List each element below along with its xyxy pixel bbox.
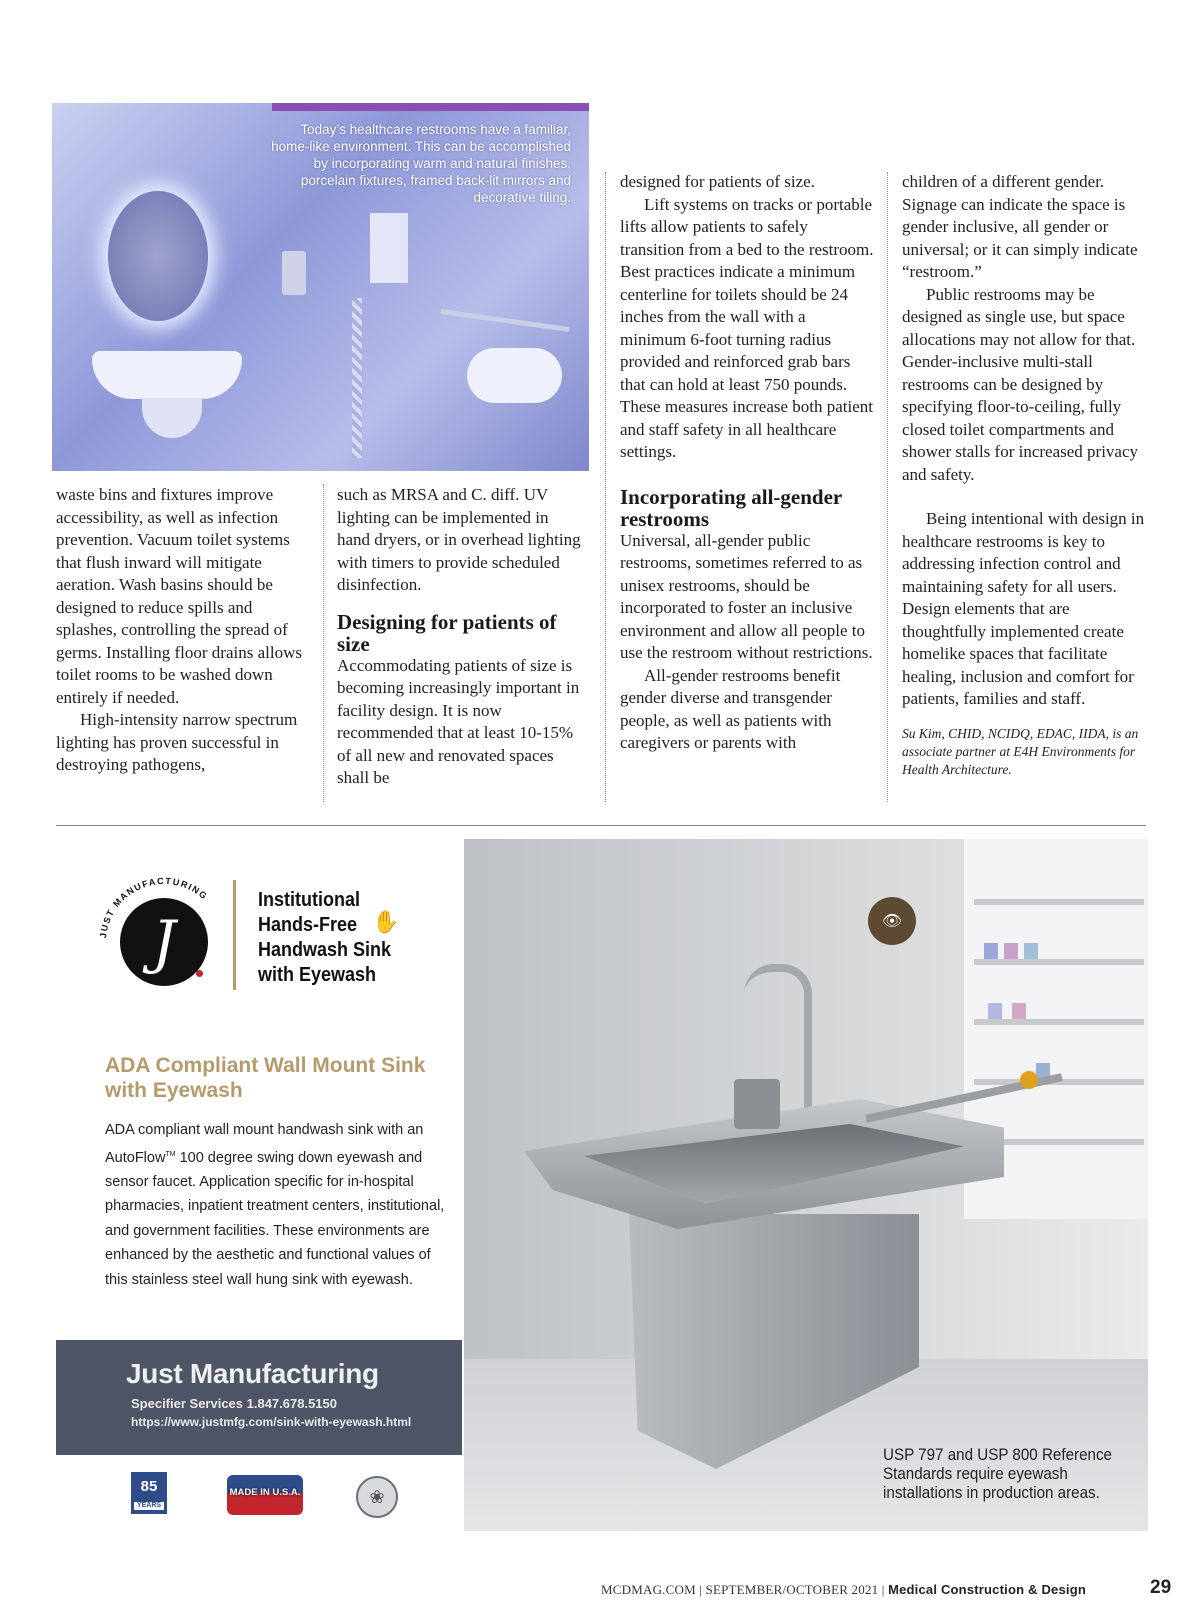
ad-title-line: Handwash Sink xyxy=(258,939,392,961)
page-footer: MCDMAG.COM | SEPTEMBER/OCTOBER 2021 | Medical Construction & Design xyxy=(601,1582,1086,1597)
toilet xyxy=(467,348,562,403)
col3-paragraph-3: Universal, all-gender public restrooms, sometimes referred to as unisex restrooms, should be incorporated to foster an inclusive environment and allow all people to use the restroom without restrictions. xyxy=(620,530,873,662)
column-divider xyxy=(323,484,324,802)
green-seal-icon: ❀ xyxy=(356,1476,398,1518)
col4-paragraph-3: Being intentional with design in healthcare restrooms is key to addressing infection control and maintaining safety for all users. Design elements that are thoughtfully implemented create homelike spaces that facilitate healing, inclusion and comfort for patients, families and staff. xyxy=(902,509,1145,708)
col2-paragraph-1: such as MRSA and C. diff. UV lighting can be implemented in hand dryers, or in overhead lighting with timers to provide scheduled disinfection. xyxy=(337,485,581,594)
product-photo-caption: USP 797 and USP 800 Reference Standards require eyewash installations in production areas. xyxy=(883,1446,1112,1502)
hand-icon: ✋ xyxy=(372,909,400,934)
photo-caption: Today’s healthcare restrooms have a familiar, home-like environment. This can be accomplished by incorporating warm and natural finishes, porcelain fixtures, framed back-lit mirrors and decorative tiling. xyxy=(271,122,571,205)
decorative-tile-strip xyxy=(352,298,362,458)
column-3 xyxy=(620,171,875,755)
section-heading-patients-of-size: Designing for patients of size xyxy=(337,609,557,656)
grab-bar xyxy=(440,309,569,332)
col1-paragraph-1: waste bins and fixtures improve accessibility, as well as infection prevention. Vacuum toilet systems that flush inward will mitigate aeration. Wash basins should be designed to reduce spills and splashes, controlling the spread of germs. Installing floor drains allows toilet rooms to be washed down entirely if needed. xyxy=(56,485,302,707)
col1-paragraph-2: High-intensity narrow spectrum lighting has proven successful in destroying pathogens, xyxy=(56,710,298,774)
ad-separator-rule xyxy=(56,825,1146,826)
column-4 xyxy=(902,171,1157,779)
col4-paragraph-2: Public restrooms may be designed as single use, but space allocations may not allow for that. Gender-inclusive multi-stall restrooms can be designed by specifying floor-to-ceiling, fully closed toilet compartments and shower stalls for increased privacy and safety. xyxy=(902,284,1139,484)
col2-paragraph-2: Accommodating patients of size is becoming increasingly important in facility design. It is now recommended that at least 10-15% of all new and renovated spaces shall be xyxy=(337,655,580,787)
specifier-phone: Specifier Services 1.847.678.5150 xyxy=(131,1396,337,1411)
column-divider xyxy=(887,172,888,802)
eyewash-station-sign: 👁 xyxy=(868,897,916,945)
ad-title-line: with Eyewash xyxy=(258,964,377,986)
sink-pedestal xyxy=(142,398,202,438)
brand-contact-box xyxy=(56,1340,462,1455)
faucet-sensor-body xyxy=(734,1079,780,1129)
sink-product-photo xyxy=(464,839,1148,1531)
publication-name: Medical Construction & Design xyxy=(888,1582,1086,1597)
page-number: 29 xyxy=(1150,1577,1172,1598)
eyewash-cap xyxy=(1020,1071,1038,1089)
col3-paragraph-2: Lift systems on tracks or portable lifts allow patients to safely transition from a bed to the restroom. Best practices indicate a minimum centerline for toilets should be 24 inches from the wall with a minimum 6-foot turning radius provided and reinforced grab bars that can hold at least 750 pounds. These measures increase both patient and staff safety in all healthcare settings. xyxy=(620,194,874,461)
gold-divider xyxy=(233,880,236,990)
ad-title xyxy=(258,888,406,988)
photo-accent-band xyxy=(272,103,589,111)
section-heading-all-gender: Incorporating all-gender restrooms xyxy=(620,484,842,531)
ad-body-text: ADA compliant wall mount handwash sink with an AutoFlow™ 100 degree swing down eyewash and sensor faucet. Application specific for in-hospital pharmacies, inpatient treatment centers, institutional, and government facilities. These environments are enhanced by the aesthetic and functional values of this stainless steel wall hung sink with eyewash. xyxy=(105,1122,445,1288)
column-divider xyxy=(605,172,606,802)
trademark: TM xyxy=(165,1150,176,1158)
brand-url-link[interactable]: https://www.justmfg.com/sink-with-eyewash.html xyxy=(131,1415,412,1429)
restroom-photo xyxy=(52,103,589,471)
85-years-badge: 85 YEARS xyxy=(131,1472,167,1514)
brand-logo-dot xyxy=(196,970,203,977)
column-2 xyxy=(337,484,585,790)
col4-paragraph-1: children of a different gender. Signage can indicate the space is gender inclusive, all gender or universal; or it can simply indicate “restroom.” xyxy=(902,172,1138,281)
column-1 xyxy=(56,484,311,777)
made-in-usa-badge: MADE IN U.S.A. xyxy=(227,1475,303,1515)
logo-ring-text: JUST MANUFACTURING xyxy=(98,875,210,939)
ad-title-line: Institutional xyxy=(258,889,360,911)
wall-cabinet xyxy=(370,213,408,283)
brand-name: Just Manufacturing xyxy=(126,1358,379,1389)
backlit-mirror xyxy=(108,191,208,321)
author-byline: Su Kim, CHID, NCIDQ, EDAC, IIDA, is an associate partner at E4H Environments for Health Architecture. xyxy=(902,725,1139,777)
col3-paragraph-1: designed for patients of size. xyxy=(620,172,815,191)
ad-subtitle: ADA Compliant Wall Mount Sink with Eyewash xyxy=(105,1054,426,1102)
soap-dispenser xyxy=(282,251,306,295)
col3-paragraph-4: All-gender restrooms benefit gender diverse and transgender people, as well as patients with caregivers or parents with xyxy=(620,665,841,752)
porcelain-sink xyxy=(92,351,242,399)
brand-logo-letter: J xyxy=(152,908,176,976)
ad-title-line: Hands-Free xyxy=(258,914,358,936)
